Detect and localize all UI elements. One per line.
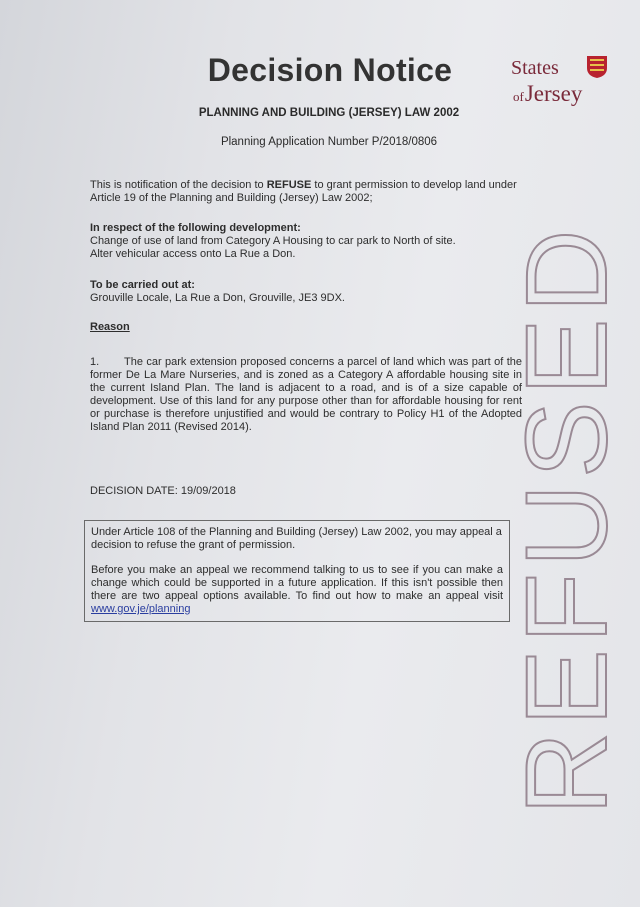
location-address: Grouville Locale, La Rue a Don, Grouville, JE3 9DX. xyxy=(90,292,345,304)
application-number: Planning Application Number P/2018/0806 xyxy=(220,136,438,148)
law-title: PLANNING AND BUILDING (JERSEY) LAW 2002 xyxy=(198,107,460,119)
logo-of-jersey-text xyxy=(513,82,582,105)
appeal-info-box xyxy=(84,520,510,622)
page-title: Decision Notice xyxy=(207,52,453,88)
location-section xyxy=(90,279,522,305)
notification-paragraph xyxy=(90,179,522,205)
refused-stamp: REFUSED xyxy=(503,223,631,815)
development-line-2: Alter vehicular access onto La Rue a Don. xyxy=(90,248,296,260)
decision-word: REFUSE xyxy=(266,179,312,191)
reason-paragraph xyxy=(90,356,522,434)
logo-jersey-text: Jersey xyxy=(524,81,583,106)
appeal-paragraph-1: Under Article 108 of the Planning and Building (Jersey) Law 2002, you may appeal a decision to refuse the grant of permission. xyxy=(91,526,502,551)
states-of-jersey-logo xyxy=(511,58,611,112)
notification-text-after: to grant permission to develop land under Article 19 of the Planning and Building (Jersey) Law 2002; xyxy=(90,179,517,204)
development-line-1: Change of use of land from Category A Housing to car park to North of site. xyxy=(90,235,456,247)
reason-heading: Reason xyxy=(90,321,130,333)
location-heading: To be carried out at: xyxy=(90,279,195,291)
crest-icon xyxy=(586,55,608,79)
planning-link[interactable]: www.gov.je/planning xyxy=(91,603,191,615)
reason-number: 1. xyxy=(90,356,100,368)
development-section xyxy=(90,222,522,261)
development-heading: In respect of the following development: xyxy=(90,222,301,234)
reason-text: The car park extension proposed concerns a parcel of land which was part of the former De La Mare Nurseries, and is zoned as a Category A affordable housing site in the current Island Plan. The land is adjacent to a road, and is of a size capable of development. Use of this land for any purpose other than for affordable housing for rent or purchase is therefore unjustified and would be contrary to Policy H1 of the Adopted Island Plan 2011 (Revised 2014). xyxy=(90,356,522,433)
decision-date: DECISION DATE: 19/09/2018 xyxy=(90,485,236,497)
appeal-paragraph-2-text: Before you make an appeal we recommend talking to us to see if you can make a change which could be supported in a future application. If this isn't possible then there are two appeal options available. To find out how to make an appeal visit xyxy=(91,564,503,602)
notification-text-before: This is notification of the decision to xyxy=(90,179,267,191)
logo-of-text: of xyxy=(513,89,524,104)
logo-states-text: States xyxy=(511,57,559,79)
reason-heading-wrap xyxy=(90,321,522,334)
appeal-paragraph-2 xyxy=(91,564,503,616)
